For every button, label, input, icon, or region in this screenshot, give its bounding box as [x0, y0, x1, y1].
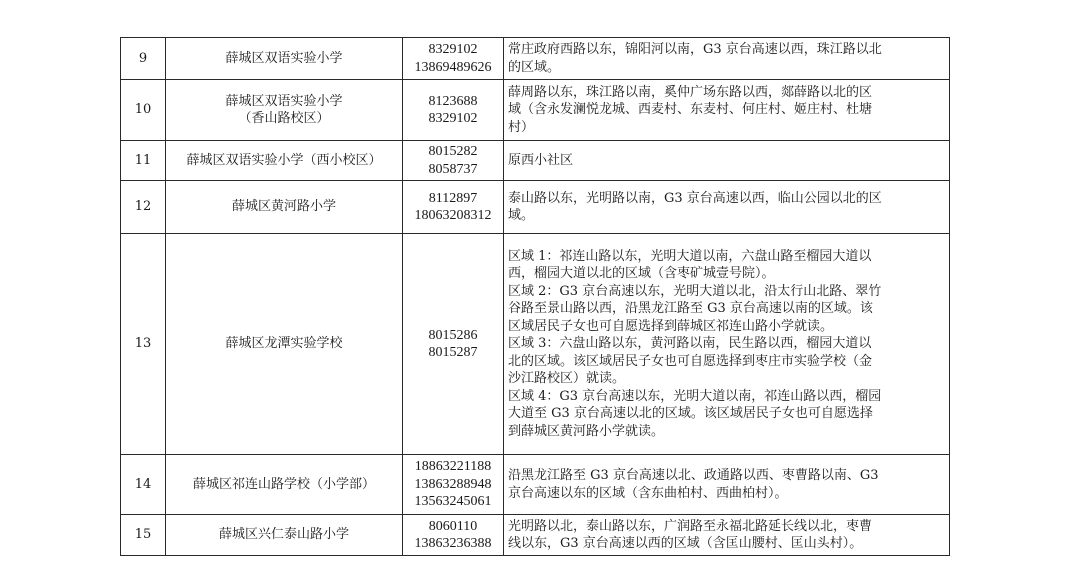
phone-number: 13863288948 — [414, 476, 492, 492]
table-row — [121, 234, 950, 455]
area-cell — [504, 181, 950, 234]
table-row — [121, 141, 950, 181]
area-line: 大道至 G3 京台高速以北的区域。该区域居民子女也可自愿选择 — [508, 406, 873, 422]
school-name-cell — [166, 181, 403, 234]
area-cell — [504, 234, 950, 455]
phone-cell — [403, 141, 504, 181]
area-line: 的区域。 — [508, 59, 561, 75]
phone-number: 8329102 — [428, 42, 478, 57]
area-line: 泰山路以东，光明路以南，G3 京台高速以西，临山公园以北的区 — [508, 190, 882, 206]
area-line: 常庄政府西路以东，锦阳河以南，G3 京台高速以西，珠江路以北 — [508, 42, 882, 57]
phone-number: 18063208312 — [414, 208, 492, 223]
row-number: 9 — [121, 38, 166, 80]
phone-cell — [403, 515, 504, 556]
table-row — [121, 455, 950, 515]
area-line: 域（含永发澜悦龙城、西麦村、东麦村、何庄村、姬庄村、杜塘 — [508, 102, 873, 118]
school-name-cell — [166, 38, 403, 80]
phone-number: 18863221188 — [414, 459, 492, 475]
area-line: 区域 1：祁连山路以东，光明大道以南，六盘山路至榴园大道以 — [508, 248, 872, 264]
area-line: 沿黑龙江路至 G3 京台高速以北、政通路以西、枣曹路以南、G3 — [508, 468, 879, 483]
table-row — [121, 515, 950, 556]
phone-number: 8123688 — [428, 93, 478, 109]
area-line: 区域 3：六盘山路以东，黄河路以南，民生路以西，榴园大道以 — [508, 336, 872, 352]
school-name-cell — [166, 80, 403, 141]
area-line: 光明路以北，泰山路以东，广润路至永福北路延长线以北，枣曹 — [508, 518, 873, 534]
school-name: 薛城区双语实验小学 — [225, 50, 343, 66]
area-line: 谷路至景山路以西，沿黑龙江路至 G3 京台高速以南的区域。该 — [508, 301, 873, 317]
row-number: 15 — [121, 515, 166, 556]
table-row — [121, 181, 950, 234]
school-name-cell — [166, 455, 403, 515]
area-cell — [504, 515, 950, 556]
area-line: 北的区域。该区域居民子女也可自愿选择到枣庄市实验学校（金 — [508, 353, 873, 369]
school-name: 薛城区双语实验小学（西小校区） — [186, 152, 382, 168]
phone-number: 8015287 — [428, 345, 478, 360]
area-line: 区域居民子女也可自愿选择到薛城区祁连山路小学就读。 — [508, 318, 834, 334]
school-name: 薛城区兴仁泰山路小学 — [218, 527, 349, 543]
area-cell — [504, 455, 950, 515]
row-number: 12 — [121, 181, 166, 234]
school-name-cell — [166, 234, 403, 455]
row-number: 13 — [121, 234, 166, 455]
area-line: 区域 2：G3 京台高速以东，光明大道以北，沿太行山北路、翠竹 — [508, 283, 882, 299]
table-body — [121, 38, 950, 556]
area-line: 京台高速以东的区域（含东曲柏村、西曲柏村）。 — [508, 485, 788, 501]
school-name-cell — [166, 141, 403, 181]
area-line: 原西小社区 — [508, 152, 574, 168]
table-row — [121, 80, 950, 141]
area-line: 西，榴园大道以北的区域（含枣矿城壹号院）。 — [508, 266, 775, 282]
school-name-cell — [166, 515, 403, 556]
phone-cell — [403, 234, 504, 455]
area-line: 到薛城区黄河路小学就读。 — [508, 423, 665, 439]
phone-number: 13869489626 — [414, 59, 492, 75]
row-number: 10 — [121, 80, 166, 141]
school-name: 薛城区黄河路小学 — [231, 199, 336, 215]
row-number: 11 — [121, 141, 166, 181]
phone-number: 8060110 — [428, 518, 478, 534]
phone-number: 8015286 — [428, 327, 478, 343]
area-cell — [504, 141, 950, 181]
phone-number: 8015282 — [428, 144, 478, 159]
school-name: 薛城区祁连山路学校（小学部） — [192, 476, 375, 492]
area-line: 村） — [508, 119, 535, 135]
school-campus: （香山路校区） — [238, 111, 330, 126]
area-line: 域。 — [508, 208, 535, 223]
phone-cell — [403, 181, 504, 234]
phone-cell — [403, 455, 504, 515]
school-name: 薛城区龙潭实验学校 — [225, 336, 343, 352]
area-cell — [504, 80, 950, 141]
phone-number: 8329102 — [428, 111, 478, 126]
area-cell — [504, 38, 950, 80]
area-line: 线以东，G3 京台高速以西的区域（含匡山腰村、匡山头村）。 — [508, 536, 863, 551]
area-line: 薛周路以东，珠江路以南，奚仲广场东路以西，郯薛路以北的区 — [508, 84, 873, 100]
phone-number: 13863236388 — [414, 536, 492, 551]
school-name: 薛城区双语实验小学 — [225, 93, 343, 109]
area-line: 区域 4：G3 京台高速以东，光明大道以南，祁连山路以西，榴园 — [508, 388, 882, 404]
row-number: 14 — [121, 455, 166, 515]
table-row — [121, 38, 950, 80]
school-district-table — [120, 37, 950, 556]
phone-cell — [403, 38, 504, 80]
area-line: 沙江路校区）就读。 — [508, 371, 626, 387]
phone-number: 8058737 — [428, 161, 478, 177]
phone-number: 13563245061 — [414, 494, 492, 510]
phone-cell — [403, 80, 504, 141]
phone-number: 8112897 — [428, 190, 478, 206]
